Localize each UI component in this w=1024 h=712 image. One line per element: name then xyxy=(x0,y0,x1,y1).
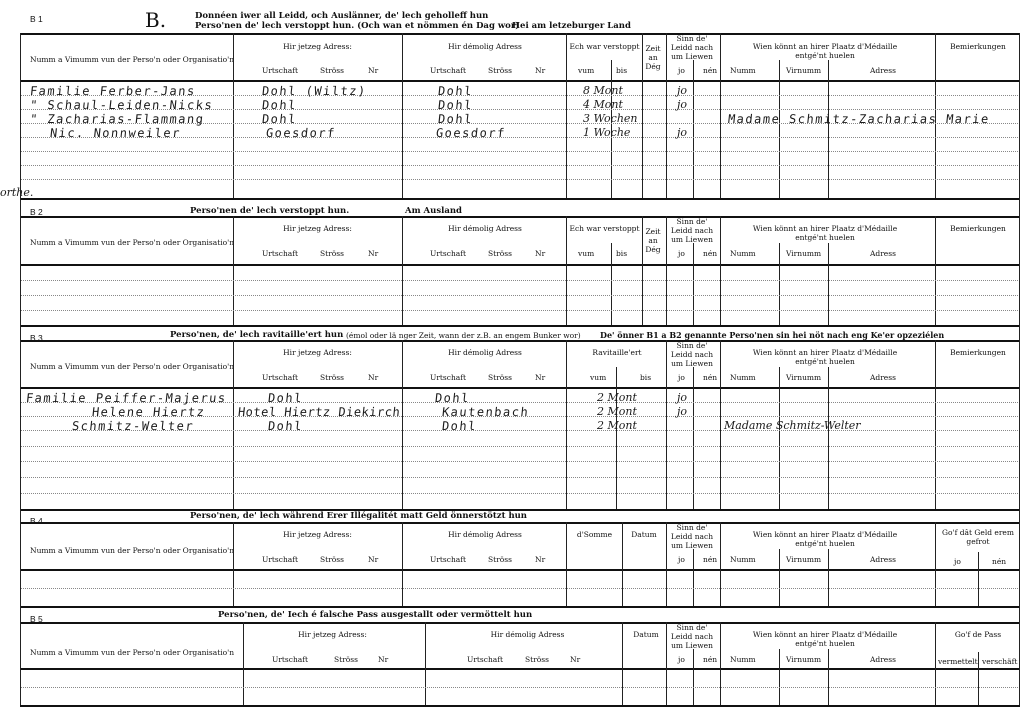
col-somme: d'Somme xyxy=(576,530,613,539)
col-name-header: Numm a Vimumm vun der Perso'n oder Organisatio'n xyxy=(30,546,235,555)
col-current-address: Hir jetzeg Adress: xyxy=(283,42,352,51)
col-nr: Nr xyxy=(368,66,379,75)
row-name: Schmitz-Welter xyxy=(71,419,195,433)
row-previous-address: Dohl xyxy=(437,112,474,126)
col-numm: Numm xyxy=(730,249,756,258)
col-previous-address: Hir démolig Adress xyxy=(448,224,522,233)
col-urtschaft: Urtschaft xyxy=(467,655,504,664)
row-current-address: Goesdorf xyxy=(265,126,337,140)
col-alive: Sinn de' Leidd nach um Liewen xyxy=(670,523,714,550)
col-stross: Ströss xyxy=(488,66,512,75)
col-alive: Sinn de' Leidd nach um Liewen xyxy=(670,341,714,368)
section-id: B 3 xyxy=(30,333,43,343)
row-current-address: Hotel Hiertz Diekirch xyxy=(237,405,401,419)
col-urtschaft: Urtschaft xyxy=(430,66,467,75)
col-nen: nén xyxy=(703,555,718,564)
col-vum: vum xyxy=(590,373,607,382)
col-nr: Nr xyxy=(535,373,546,382)
row-previous-address: Goesdorf xyxy=(435,126,507,140)
section-id: B 1 xyxy=(30,14,43,24)
row-alive-yes: jo xyxy=(677,98,688,111)
col-stross: Ströss xyxy=(488,373,512,382)
col-urtschaft: Urtschaft xyxy=(430,555,467,564)
col-name-header: Numm a Vimumm vun der Perso'n oder Organisatio'n xyxy=(30,648,235,657)
col-bis: bis xyxy=(616,66,628,75)
row-name: Helene Hiertz xyxy=(91,405,207,419)
col-stross: Ströss xyxy=(334,655,358,664)
col-jo: jo xyxy=(678,66,685,75)
col-nen: nén xyxy=(703,373,718,382)
section-title: Donnéen iwer all Leidd, och Auslänner, de' lech geholleff hun xyxy=(195,11,489,21)
col-medal-recipient: Wien könnt an hirer Plaatz d'Médaille entgé'nt huelen xyxy=(752,530,898,548)
row-name: " Zacharias-Flammang xyxy=(29,112,206,126)
row-duration: 2 Mont xyxy=(597,419,637,432)
row-duration: 3 Wochen xyxy=(583,112,638,125)
col-vum: vum xyxy=(578,66,595,75)
row-name: " Schaul-Leiden-Nicks xyxy=(29,98,214,112)
row-alive-yes: jo xyxy=(677,84,688,97)
col-name-header: Numm a Vimumm vun der Perso'n oder Organisatio'n xyxy=(30,362,235,371)
col-adress: Adress xyxy=(870,249,896,258)
section-id: B 4 xyxy=(30,516,43,526)
col-hidden: Ech war verstoppt xyxy=(569,224,640,233)
col-vum: vum xyxy=(578,249,595,258)
section-note: De' önner B1 a B2 genannte Perso'nen sin hei nöt nach eng Ke'er opzeziélen xyxy=(600,330,945,340)
col-medal-recipient: Wien könnt an hirer Plaatz d'Médaille entgé'nt huelen xyxy=(752,630,898,648)
col-zeit: Zeit an Dég xyxy=(645,227,661,254)
col-adress: Adress xyxy=(870,373,896,382)
col-nr: Nr xyxy=(570,655,581,664)
col-stross: Ströss xyxy=(320,555,344,564)
col-nen: nén xyxy=(703,66,718,75)
col-adress: Adress xyxy=(870,66,896,75)
row-medal-recipient: Madame Schmitz-Welter xyxy=(724,419,861,432)
col-jo: jo xyxy=(678,655,685,664)
section-title: Perso'nen, de' Iech é falsche Pass ausgestallt oder vermöttelt hun xyxy=(218,610,533,620)
col-virnumm: Virnumm xyxy=(786,373,822,382)
col-current-address: Hir jetzeg Adress: xyxy=(283,224,352,233)
col-virnumm: Virnumm xyxy=(786,555,822,564)
col-stross: Ströss xyxy=(320,249,344,258)
section-title-region: Am Ausland xyxy=(405,206,462,216)
row-name: Nic. Nonnweiler xyxy=(49,126,182,140)
row-previous-address: Dohl xyxy=(434,391,471,405)
col-nen: nén xyxy=(703,655,718,664)
row-duration: 2 Mont xyxy=(597,391,637,404)
col-jo: jo xyxy=(678,555,685,564)
col-urtschaft: Urtschaft xyxy=(262,66,299,75)
row-name: Familie Ferber-Jans xyxy=(29,84,197,98)
col-virnumm: Virnumm xyxy=(786,249,822,258)
section-letter: B. xyxy=(145,8,167,32)
col-remarks: Bemierkungen xyxy=(950,224,1006,233)
col-urtschaft: Urtschaft xyxy=(430,249,467,258)
col-pass: Go'f de Pass xyxy=(954,630,1002,639)
row-current-address: Dohl xyxy=(267,419,304,433)
col-bis: bis xyxy=(616,249,628,258)
col-datum: Datum xyxy=(631,530,657,539)
col-stross: Ströss xyxy=(488,249,512,258)
col-alive: Sinn de' Leidd nach um Liewen xyxy=(670,623,714,650)
col-remarks: Bemierkungen xyxy=(950,348,1006,357)
col-numm: Numm xyxy=(730,655,756,664)
col-numm: Numm xyxy=(730,66,756,75)
row-current-address: Dohl xyxy=(261,98,298,112)
row-alive-yes: jo xyxy=(677,405,688,418)
col-medal-recipient: Wien könnt an hirer Plaatz d'Médaille entgé'nt huelen xyxy=(752,224,898,242)
row-medal-recipient: Madame Schmitz-Zacharias Marie xyxy=(727,112,991,126)
col-medal-recipient: Wien könnt an hirer Plaatz d'Médaille entgé'nt huelen xyxy=(752,42,898,60)
col-urtschaft: Urtschaft xyxy=(272,655,309,664)
margin-note: orthe. xyxy=(0,186,34,199)
col-bis: bis xyxy=(640,373,652,382)
col-stross: Ströss xyxy=(488,555,512,564)
row-current-address: Dohl (Wiltz) xyxy=(261,84,368,98)
col-numm: Numm xyxy=(730,555,756,564)
col-ravitailleert: Ravitaille'ert xyxy=(592,348,642,357)
col-nr: Nr xyxy=(378,655,389,664)
col-hidden: Ech war verstoppt xyxy=(569,42,640,51)
col-current-address: Hir jetzeg Adress: xyxy=(298,630,367,639)
col-previous-address: Hir démolig Adress xyxy=(448,530,522,539)
col-nr: Nr xyxy=(535,249,546,258)
section-title: Perso'nen de' lech verstoppt hun. xyxy=(190,206,350,216)
row-current-address: Dohl xyxy=(261,112,298,126)
section-title-region: Hei am letzeburger Land xyxy=(512,21,631,31)
section-title: Perso'nen, de' lech ravitaille'ert hun xyxy=(170,330,344,340)
row-name: Familie Peiffer-Majerus xyxy=(25,391,228,405)
col-urtschaft: Urtschaft xyxy=(430,373,467,382)
row-duration: 2 Mont xyxy=(597,405,637,418)
col-verschaft: verschäft xyxy=(982,657,1018,666)
col-previous-address: Hir démolig Adress xyxy=(448,42,522,51)
col-zeit: Zeit an Dég xyxy=(645,44,661,71)
row-duration: 8 Mont xyxy=(583,84,623,97)
col-alive: Sinn de' Leidd nach um Liewen xyxy=(670,217,714,244)
col-numm: Numm xyxy=(730,373,756,382)
col-alive: Sinn de' Leidd nach um Liewen xyxy=(670,34,714,61)
col-stross: Ströss xyxy=(525,655,549,664)
section-title: Perso'nen de' lech verstoppt hun. (Och wan et nömmen én Dag wor) xyxy=(195,21,520,31)
col-stross: Ströss xyxy=(320,373,344,382)
col-name-header: Numm a Vimumm vun der Perso'n oder Organisatio'n xyxy=(30,238,235,247)
col-datum: Datum xyxy=(633,630,659,639)
col-nr: Nr xyxy=(368,373,379,382)
col-money-back: Go'f dât Geld erem gefrot xyxy=(942,528,1014,546)
row-duration: 4 Mont xyxy=(583,98,623,111)
col-medal-recipient: Wien könnt an hirer Plaatz d'Médaille entgé'nt huelen xyxy=(752,348,898,366)
col-vermettelt: vermettelt xyxy=(938,657,978,666)
col-jo: jo xyxy=(954,557,961,566)
section-id: B 5 xyxy=(30,614,43,624)
col-virnumm: Virnumm xyxy=(786,66,822,75)
row-alive-yes: jo xyxy=(677,126,688,139)
col-urtschaft: Urtschaft xyxy=(262,555,299,564)
col-previous-address: Hir démolig Adress xyxy=(448,348,522,357)
row-previous-address: Dohl xyxy=(437,84,474,98)
col-adress: Adress xyxy=(870,655,896,664)
col-jo: jo xyxy=(678,373,685,382)
row-alive-yes: jo xyxy=(677,391,688,404)
section-id: B 2 xyxy=(30,207,43,217)
col-remarks: Bemierkungen xyxy=(950,42,1006,51)
col-current-address: Hir jetzeg Adress: xyxy=(283,348,352,357)
col-stross: Ströss xyxy=(320,66,344,75)
col-urtschaft: Urtschaft xyxy=(262,373,299,382)
row-previous-address: Dohl xyxy=(437,98,474,112)
row-previous-address: Kautenbach xyxy=(441,405,530,419)
section-title: Perso'nen, de' lech während Erer Illégalitét matt Geld önnerstötzt hun xyxy=(190,511,527,521)
col-nen: nén xyxy=(992,557,1007,566)
row-previous-address: Dohl xyxy=(441,419,478,433)
col-name-header: Numm a Vimumm vun der Perso'n oder Organisatio'n xyxy=(30,55,235,64)
col-nr: Nr xyxy=(368,555,379,564)
col-adress: Adress xyxy=(870,555,896,564)
section-subtitle: (émol oder lä nger Zeit, wann der z.B. an engem Bunker wor) xyxy=(346,331,581,340)
col-urtschaft: Urtschaft xyxy=(262,249,299,258)
col-previous-address: Hir démolig Adress xyxy=(490,630,565,639)
col-jo: jo xyxy=(678,249,685,258)
row-current-address: Dohl xyxy=(267,391,304,405)
col-nr: Nr xyxy=(535,555,546,564)
col-nr: Nr xyxy=(535,66,546,75)
row-duration: 1 Woche xyxy=(583,126,631,139)
col-nr: Nr xyxy=(368,249,379,258)
col-current-address: Hir jetzeg Adress: xyxy=(283,530,352,539)
col-virnumm: Virnumm xyxy=(786,655,822,664)
col-nen: nén xyxy=(703,249,718,258)
